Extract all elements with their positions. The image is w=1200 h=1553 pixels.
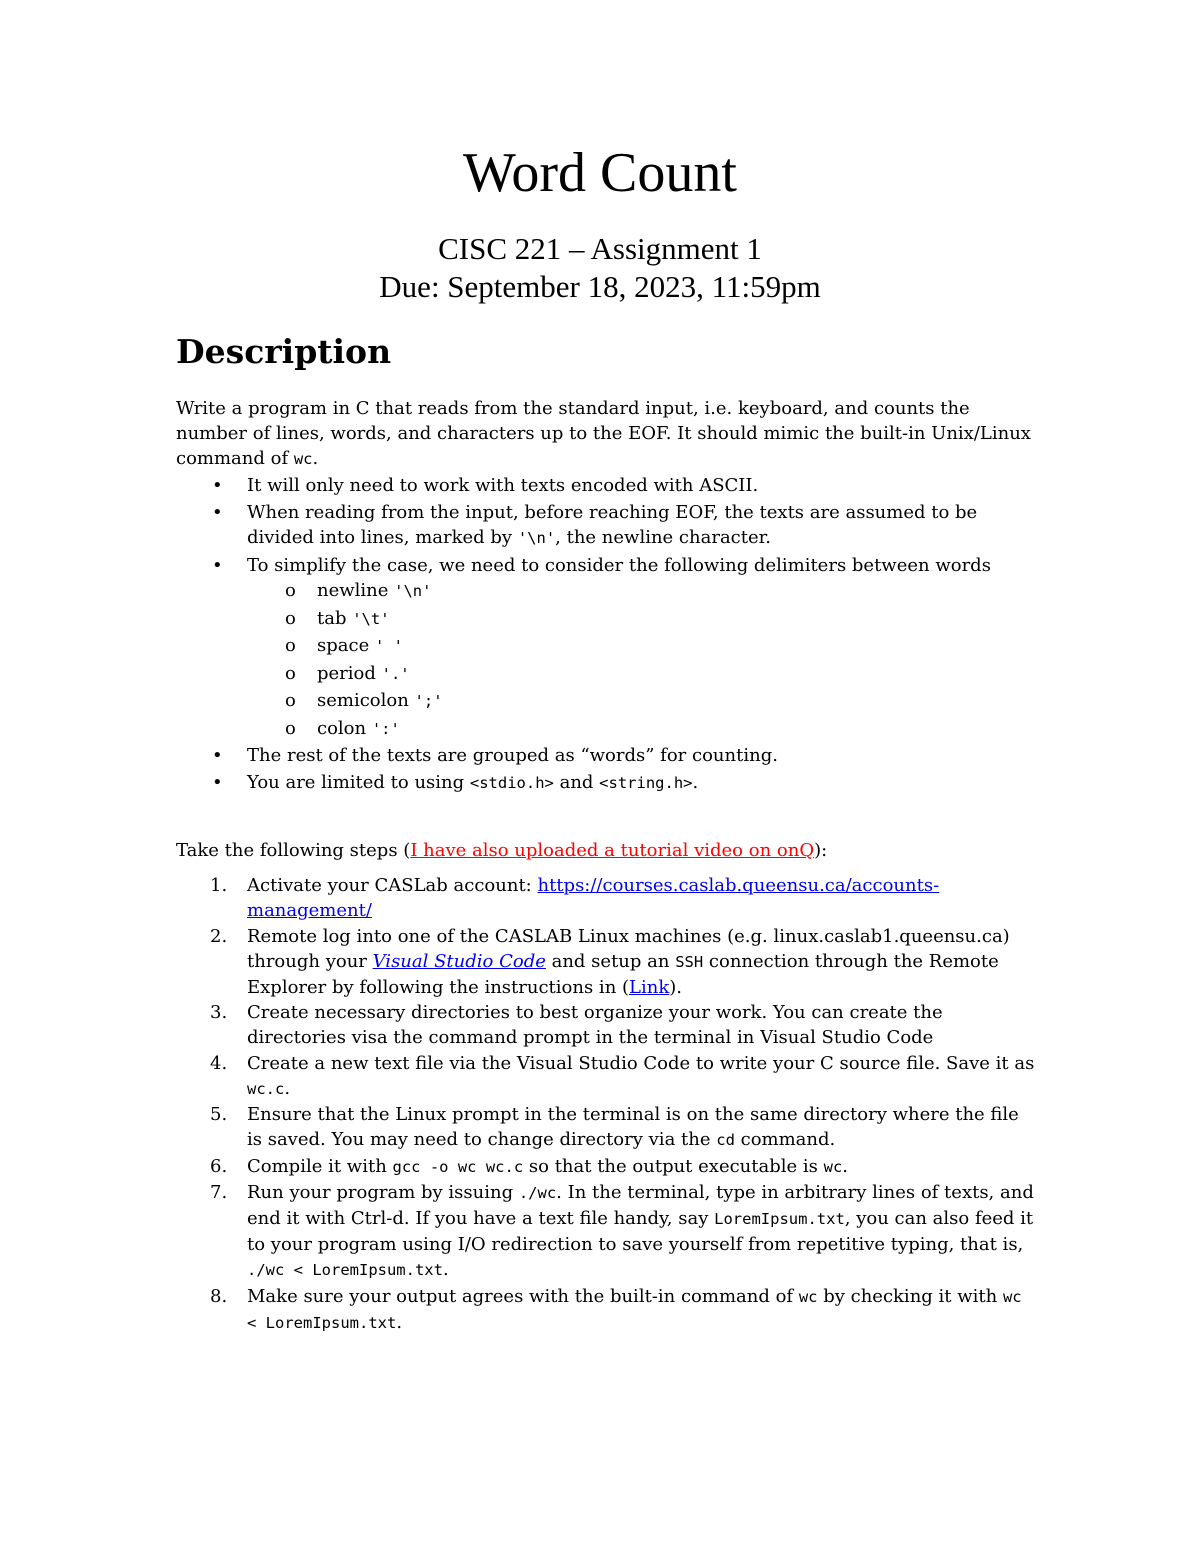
delimiter-code: '.' <box>381 664 410 683</box>
bullet-text: . <box>692 771 699 793</box>
delimiter-name: tab <box>317 607 353 629</box>
bullet-text: , the newline character. <box>555 527 771 548</box>
list-item <box>176 473 1036 499</box>
code-snippet: <string.h> <box>599 773 693 792</box>
step-number: 1. <box>210 875 228 896</box>
list-item <box>176 743 1036 769</box>
delimiter-item <box>247 688 1036 715</box>
requirements-list <box>176 473 1036 797</box>
delimiter-code: ':' <box>371 719 400 738</box>
step-text: Remote log into one of the CASLAB Linux machines (e.g. linux.caslab1.queensu.ca) through your <box>247 925 1010 972</box>
sub-bullet-icon: o <box>285 607 296 629</box>
step-text: Create necessary directories to best organize your work. You can create the directories visa the command prompt in the terminal in Visual Studio Code <box>247 1002 943 1048</box>
step-number: 5. <box>210 1104 228 1125</box>
sub-bullet-icon: o <box>285 690 296 711</box>
bullet-text: It will only need to work with texts encoded with ASCII. <box>247 475 759 496</box>
step-text: Run your program by issuing <box>247 1182 519 1203</box>
delimiter-item <box>247 578 1036 605</box>
caslab-account-link[interactable]: https://courses.caslab.queensu.ca/accounts-management/ <box>247 875 940 921</box>
code-snippet: <stdio.h> <box>469 773 554 792</box>
code-snippet: wc <box>798 1287 818 1306</box>
due-date: Due: September 18, 2023, 11:59pm <box>379 269 821 304</box>
list-item <box>176 500 1036 552</box>
step-number: 8. <box>210 1285 228 1307</box>
delimiter-name: semicolon <box>317 690 415 711</box>
code-snippet: LoremIpsum.txt <box>714 1210 845 1228</box>
step-item <box>176 1284 1036 1336</box>
sub-bullet-icon: o <box>285 717 296 739</box>
course-subtitle: CISC 221 – Assignment 1 <box>438 231 762 266</box>
bullet-text: The rest of the texts are grouped as “words” for counting. <box>247 745 778 766</box>
step-text: and setup an <box>545 950 676 972</box>
delimiter-name: colon <box>317 717 372 739</box>
step-text: Compile it with <box>247 1155 393 1177</box>
step-text: Activate your CASLab account: <box>247 875 538 896</box>
delimiter-code: ' ' <box>374 637 403 655</box>
description-paragraph <box>176 396 1036 472</box>
step-item <box>176 1102 1036 1153</box>
code-snippet: ./wc < LoremIpsum.txt <box>247 1261 443 1279</box>
delimiter-item <box>247 716 1036 743</box>
step-number: 4. <box>210 1052 228 1074</box>
step-text: , you can also feed it to your program using I/O redirection to save yourself from repetitive typing, that is, <box>247 1208 1034 1255</box>
bullet-icon: • <box>212 501 223 523</box>
vscode-link[interactable]: Visual Studio Code <box>372 950 546 972</box>
delimiter-item <box>247 606 1036 633</box>
step-number: 2. <box>210 925 228 947</box>
intro-end: . <box>312 448 319 469</box>
step-item <box>176 873 1036 923</box>
bullet-text: When reading from the input, before reaching EOF, the texts are assumed to be divided into lines, marked by <box>247 501 978 548</box>
step-item <box>176 924 1036 1000</box>
delimiter-code: '\n' <box>394 582 432 600</box>
sub-bullet-icon: o <box>285 635 296 656</box>
code-snippet: ./wc <box>518 1184 557 1202</box>
step-item <box>176 1180 1036 1283</box>
code-snippet: wc.c <box>247 1079 285 1098</box>
bullet-text: You are limited to using <box>247 771 470 793</box>
intro-text: Write a program in C that reads from the standard input, i.e. keyboard, and counts the number of lines, words, and characters up to the EOF. It should mimic the built-in Unix/Linux command of <box>176 398 1031 469</box>
code-snippet: gcc -o wc wc.c <box>392 1157 524 1176</box>
bullet-icon: • <box>212 771 223 793</box>
delimiter-code: ';' <box>414 692 443 710</box>
bullet-icon: • <box>212 745 223 766</box>
bullet-text: To simplify the case, we need to consider the following delimiters between words <box>247 554 991 576</box>
step-text: . In the terminal, type in arbitrary lines of texts, and end it with Ctrl-d. If you have a text file handy, say <box>247 1182 1034 1229</box>
delimiter-name: space <box>317 635 375 656</box>
section-heading-description: Description <box>176 332 392 371</box>
code-snippet: wc <box>823 1157 843 1176</box>
step-item <box>176 1051 1036 1102</box>
delimiter-item <box>247 661 1036 688</box>
step-text: so that the output executable is <box>523 1155 824 1177</box>
bullet-icon: • <box>212 554 223 576</box>
document-title: Word Count <box>463 142 737 204</box>
step-number: 6. <box>210 1155 228 1177</box>
code-snippet: SSH <box>675 952 704 971</box>
step-text: Ensure that the Linux prompt in the terminal is on the same directory where the file is saved. You may need to change directory via the <box>247 1104 1019 1150</box>
delimiter-list <box>247 578 1036 742</box>
step-text: by checking it with <box>817 1285 1003 1307</box>
step-text: . <box>442 1259 449 1280</box>
code-snippet: wc < LoremIpsum.txt <box>247 1287 1022 1332</box>
step-text: . <box>396 1311 403 1333</box>
step-number: 7. <box>210 1182 228 1203</box>
bullet-text: and <box>553 771 600 793</box>
steps-intro-text: Take the following steps ( <box>176 840 411 861</box>
steps-list <box>176 873 1036 1336</box>
step-text: command. <box>734 1129 836 1150</box>
step-number: 3. <box>210 1002 228 1023</box>
delimiter-name: period <box>317 662 382 684</box>
intro-cmd: wc <box>293 450 313 468</box>
steps-intro <box>176 838 1036 863</box>
step-text: connection through the Remote Explorer by following the instructions in ( <box>247 950 999 998</box>
steps-intro-text: ): <box>814 840 828 861</box>
sub-bullet-icon: o <box>285 580 296 601</box>
step-text: . <box>284 1077 291 1099</box>
instructions-link[interactable]: Link <box>629 976 670 998</box>
step-text: ). <box>669 976 682 998</box>
tutorial-video-link[interactable]: I have also uploaded a tutorial video on onQ <box>410 840 815 861</box>
code-snippet: cd <box>716 1131 735 1149</box>
bullet-icon: • <box>212 475 223 496</box>
list-item <box>176 770 1036 797</box>
step-item <box>176 1000 1036 1050</box>
step-text: . <box>842 1155 849 1177</box>
step-item <box>176 1154 1036 1180</box>
step-text: Create a new text file via the Visual Studio Code to write your C source file. Save it as <box>247 1052 1035 1074</box>
sub-bullet-icon: o <box>285 662 296 684</box>
code-snippet: '\n' <box>517 529 556 547</box>
delimiter-code: '\t' <box>352 609 390 628</box>
delimiter-item <box>247 633 1036 660</box>
delimiter-name: newline <box>317 580 395 601</box>
step-text: Make sure your output agrees with the built-in command of <box>247 1285 799 1307</box>
list-item <box>176 553 1036 743</box>
